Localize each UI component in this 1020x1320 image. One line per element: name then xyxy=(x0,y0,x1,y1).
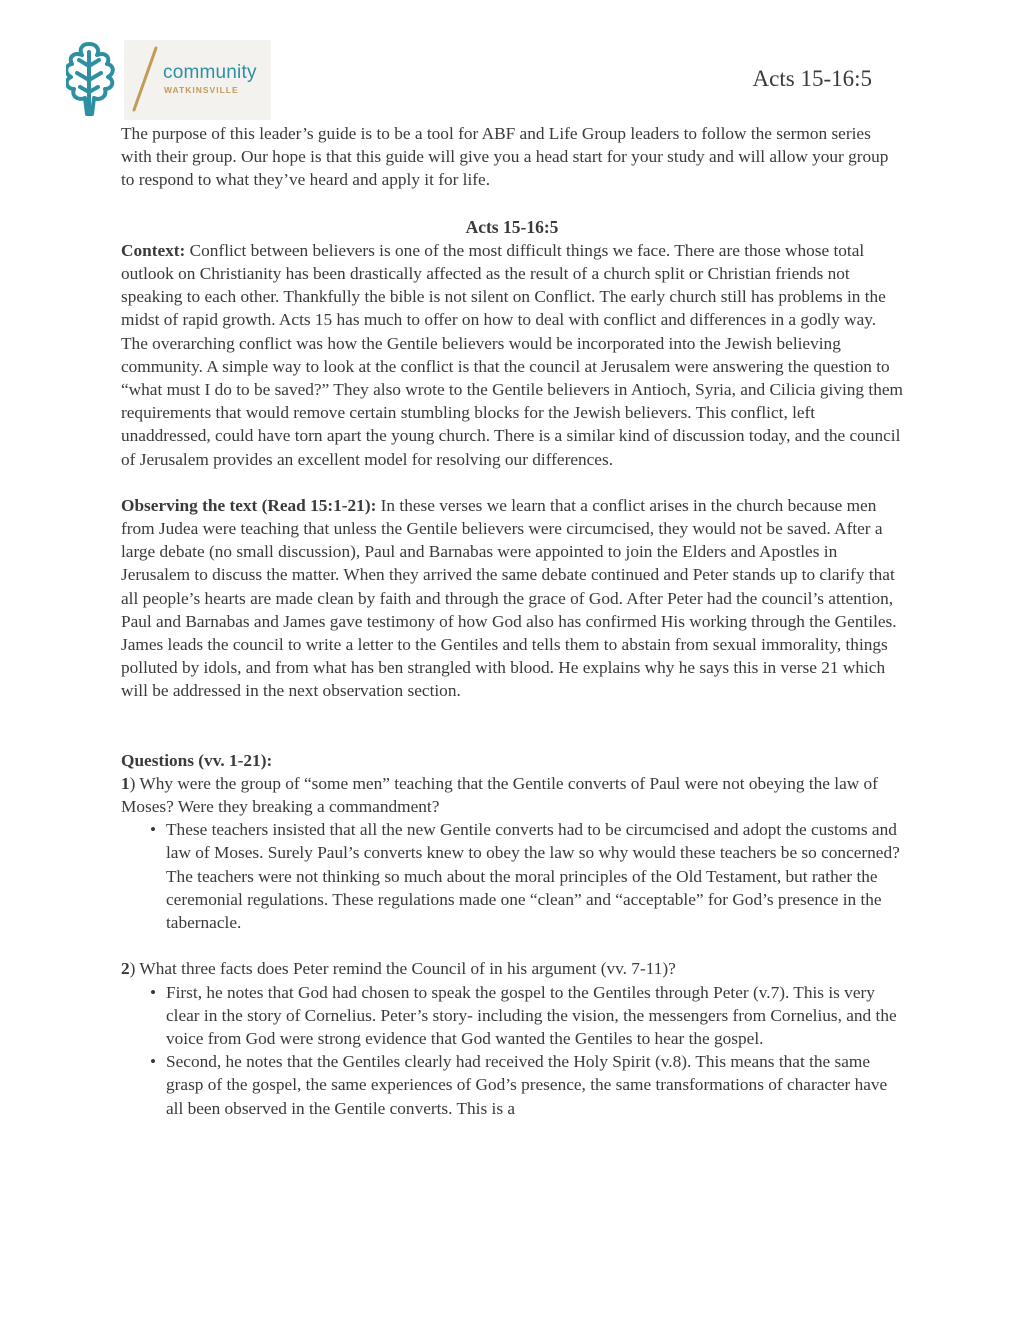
answer-list-2 xyxy=(121,981,903,1120)
question-2 xyxy=(121,957,903,980)
list-item: • First, he notes that God had chosen to speak the gospel to the Gentiles through Peter (v.7). This is very clear in the story of Cornelius. Peter’s story- including the vision, the messengers from Cornelius, and the voice from God were strong evidence that God wanted the Gentiles to hear the gospel. xyxy=(121,981,903,1051)
question-1 xyxy=(121,772,903,818)
document-title: Acts 15-16:5 xyxy=(752,66,872,91)
section-title: Acts 15-16:5 xyxy=(465,216,559,237)
context-text: Conflict between believers is one of the most difficult things we face. There are those whose total outlook on Christianity has been drastically affected as the result of a church split or Christian friends not speaking to each other. Thankfully the bible is not silent on Conflict. The early church still has problems in the midst of rapid growth. Acts 15 has much to offer on how to deal with conflict and differences in a godly way. The overarching conflict was how the Gentile believers would be incorporated into the Jewish believing community. A simple way to look at the conflict is that the council at Jerusalem were answering the question to “what must I do to be saved?” They also wrote to the Gentile believers in Antioch, Syria, and Cilicia giving them requirements that would remove certain stumbling blocks for the Jewish believers. This conflict, left unaddressed, could have torn apart the young church. There is a similar kind of discussion today, and the council of Jerusalem provides an excellent model for resolving our differences. xyxy=(121,240,903,469)
intro-paragraph: The purpose of this leader’s guide is to be a tool for ABF and Life Group leaders to follow the sermon series with their group. Our hope is that this guide will give you a head start for your study and will allow your group to respond to what they’ve heard and apply it for life. xyxy=(121,124,889,190)
context-paragraph xyxy=(121,239,903,471)
document-body xyxy=(121,122,903,1120)
observing-label: Observing the text (Read 15:1-21): xyxy=(121,495,377,515)
questions-heading: Questions (vv. 1-21): xyxy=(121,750,273,770)
list-item: • These teachers insisted that all the new Gentile converts had to be circumcised and adopt the customs and law of Moses. Surely Paul’s converts knew to obey the law so why would these teachers be so concerned? The teachers were not thinking so much about the moral principles of the Old Testament, but rather the ceremonial regulations. These regulations made one “clean” and “acceptable” for God’s presence in the tabernacle. xyxy=(121,818,903,934)
context-label: Context: xyxy=(121,240,186,260)
question-number: 1 xyxy=(121,773,130,793)
brand-name: community xyxy=(163,62,257,83)
question-text: ) Why were the group of “some men” teaching that the Gentile converts of Paul were not obeying the law of Moses? Were they breaking a commandment? xyxy=(121,773,878,817)
brand-location: WATKINSVILLE xyxy=(164,85,239,95)
observing-text: In these verses we learn that a conflict arises in the church because men from Judea were teaching that unless the Gentile believers were circumcised, they would not be saved. After a large debate (no small discussion), Paul and Barnabas were appointed to join the Elders and Apostles in Jerusalem to discuss the matter. When they arrived the same debate continued and Peter stands up to clarify that all people’s hearts are made clean by faith and through the grace of God. After Peter had the council’s attention, Paul and Barnabas and James gave testimony of how God also has confirmed His working through the Gentiles. James leads the council to write a letter to the Gentiles and tells them to abstain from sexual immorality, things polluted by idols, and from what has ben strangled with blood. He explains why he says this in verse 21 which will be addressed in the next observation section. xyxy=(121,495,897,701)
question-number: 2 xyxy=(121,959,130,979)
question-text: ) What three facts does Peter remind the Council of in his argument (vv. 7-11)? xyxy=(129,959,676,979)
observing-paragraph xyxy=(121,494,903,703)
answer-list-1 xyxy=(121,818,903,934)
list-item: • Second, he notes that the Gentiles clearly had received the Holy Spirit (v.8). This means that the same grasp of the gospel, the same experiences of God’s presence, the same transformations of character have all been observed in the Gentile converts. This is a xyxy=(121,1050,903,1120)
